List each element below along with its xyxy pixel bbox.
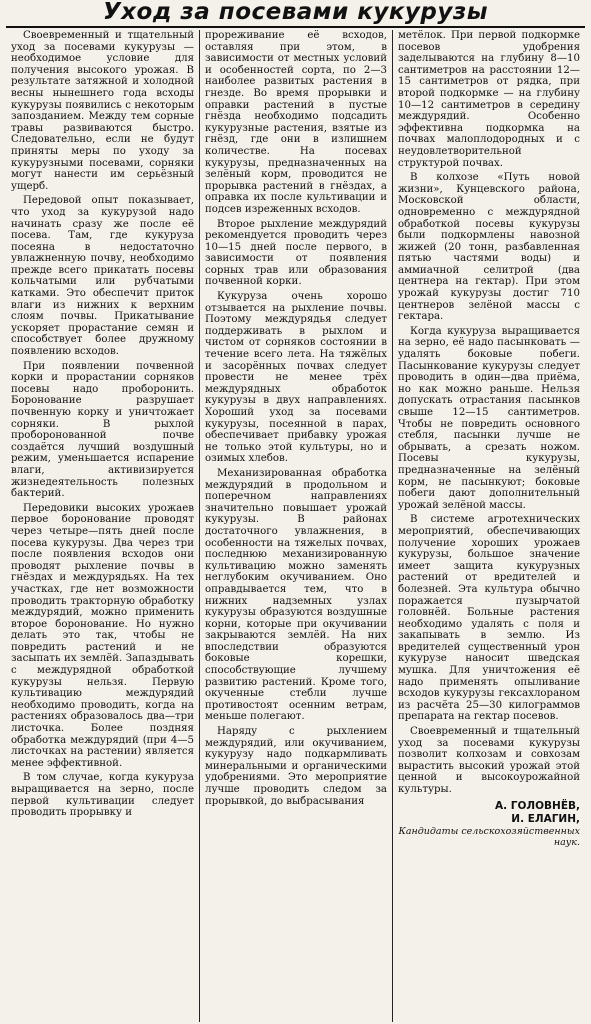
paragraph: Своевременный и тщательный уход за посевами кукурузы — необходимое условие для получения высокого урожая. В результате затяжной и холодной весны нынешнего года всходы кукурузы появились с некоторым запозданием. Между тем сорные травы развиваются быстро. Следовательно, если не будут приняты меры по уходу за кукурузными посевами, сорняки могут нанести им серьёзный ущерб.: [11, 30, 194, 192]
article-columns: [6, 30, 585, 1022]
paragraph: Передовой опыт показывает, что уход за кукурузой надо начинать сразу же после её посева. Там, где кукуруза посеяна в недостаточно увлажненную почву, необходимо прежде всего прикатать посевы кольчатыми или рубчатыми катками. Это обеспечит приток влаги из нижних к верхним слоям почвы. Прикатывание ускоряет прорастание семян и способствует более дружному появлению всходов.: [11, 195, 194, 358]
paragraph: Наряду с рыхлением междурядий, или окучиванием, кукурузу надо подкармливать минеральными и органическими удобрениями. Это мероприятие лучше проводить следом за прорывкой, до выбрасывания: [205, 726, 387, 807]
paragraph: Когда кукуруза выращивается на зерно, её надо пасынковать — удалять боковые побеги. Пасынкование кукурузы следует проводить в один—два приёма, но как можно раньше. Нельзя допускать отрастания пасынков свыше 12—15 сантиметров. Чтобы не повредить основного стебля, пасынки лучше не обрывать, а срезать ножом. Посевы кукурузы, предназначенные на зелёный корм, не пасынкуют; боковые побеги дают дополнительный урожай зелёной массы.: [398, 325, 580, 511]
author-name: А. ГОЛОВНЁВ,: [495, 799, 580, 812]
paragraph: При появлении почвенной корки и прорастании сорняков посевы надо проборонить. Боронование разрушает почвенную корку и уничтожает сорняки. В рыхлой проборонованной почве создаётся лучший воздушный режим, уменьшается испарение влаги, активизируется жизнедеятельность полезных бактерий.: [11, 360, 194, 500]
article-column-2: [199, 30, 392, 1022]
paragraph: В колхозе «Путь новой жизни», Кунцевского района, Московской области, одновременно с междурядной обработкой посевы кукурузы были подкормлены навозной жижей (20 тонн, разбавленная пятью частями воды) и аммиачной селитрой (два центнера на гектар). При этом урожай кукурузы достиг 710 центнеров зелёной массы с гектара.: [398, 172, 580, 323]
author-signature: [398, 800, 580, 826]
paragraph: Кукуруза очень хорошо отзывается на рыхление почвы. Поэтому междурядья следует поддерживать в рыхлом и чистом от сорняков состоянии в течение всего лета. На тяжёлых и засорённых почвах следует провести не менее трёх междурядных обработок кукурузы в двух направлениях. Хороший уход за посевами кукурузы, посеянной в парах, обеспечивает прибавку урожая не только этой культуры, но и озимых хлебов.: [205, 291, 387, 465]
article-column-3: [392, 30, 585, 1022]
article-headline: Уход за посевами кукурузы: [6, 0, 585, 28]
paragraph: Своевременный и тщательный уход за посевами кукурузы позволит колхозам и совхозам вырастить высокий урожай этой ценной и высокоурожайной культуры.: [398, 726, 580, 795]
paragraph: Передовики высоких урожаев первое боронование проводят через четыре—пять дней после посева кукурузы. Два через три после появления всходов они проводят рыхление почвы в гнёздах и междурядьях. На тех участках, где нет возможности проводить тракторную обработку междурядий, можно применить второе боронование. Но нужно делать это так, чтобы не повредить растений и не засыпать их землёй. Запаздывать с междурядной обработкой кукурузы нельзя. Первую культивацию междурядий необходимо проводить, когда на растениях образовалось два—три листочка. Более поздняя обработка междурядий (при 4—5 листочках на растении) является менее эффективной.: [11, 502, 194, 769]
paragraph: Второе рыхление междурядий рекомендуется проводить через 10—15 дней после первого, в зависимости от появления сорных трав или образования почвенной корки.: [205, 218, 387, 288]
paragraph: В системе агротехнических мероприятий, обеспечивающих получение хороших урожаев кукурузы, большое значение имеет защита кукурузных растений от вредителей и болезней. Эта культура обычно поражается пузырчатой головнёй. Больные растения необходимо удалять с поля и закапывать в землю. Из вредителей существенный урон кукурузе наносит шведская мушка. Для уничтожения её надо применять опыливание всходов кукурузы гексахлораном из расчёта 25—30 килограммов препарата на гектар посевов.: [398, 514, 580, 723]
paragraph: В том случае, когда кукуруза выращивается на зерно, после первой культивации следует проводить прорывку и: [11, 772, 194, 819]
author-role: Кандидаты сельскохозяйственных наук.: [398, 825, 580, 848]
author-name: И. ЕЛАГИН,: [511, 812, 580, 825]
paragraph: прореживание её всходов, оставляя при этом, в зависимости от местных условий и особенностей сорта, по 2—3 наиболее развитых растения в гнезде. Во время прорывки и оправки растений в пустые гнёзда необходимо подсадить кукурузные растения, взятые из гнёзд, где они в излишнем количестве. На посевах кукурузы, предназначенных на зелёный корм, проводится не прорывка растений в гнёздах, а оправка их после культивации и подсев изреженных всходов.: [205, 30, 387, 215]
paragraph: метёлок. При первой подкормке посевов удобрения заделываются на глубину 8—10 сантиметров на расстоянии 12—15 сантиметров от рядка, при второй подкормке — на глубину 10—12 сантиметров в середину междурядий. Особенно эффективна подкормка на почвах малоплодородных и с неудовлетворительной структурой почвах.: [398, 30, 580, 169]
paragraph: Механизированная обработка междурядий в продольном и поперечном направлениях значительно повышает урожай кукурузы. В районах достаточного увлажнения, в особенности на тяжелых почвах, последнюю механизированную культивацию можно заменять неглубоким окучиванием. Оно оправдывается тем, что в нижних надземных узлах кукурузы образуются воздушные корни, которые при окучивании закрываются землёй. На них впоследствии образуются боковые корешки, способствующие лучшему развитию растений. Кроме того, окученные стебли лучше противостоят осенним ветрам, меньше полегают.: [205, 467, 387, 723]
article-column-1: [6, 30, 199, 1022]
